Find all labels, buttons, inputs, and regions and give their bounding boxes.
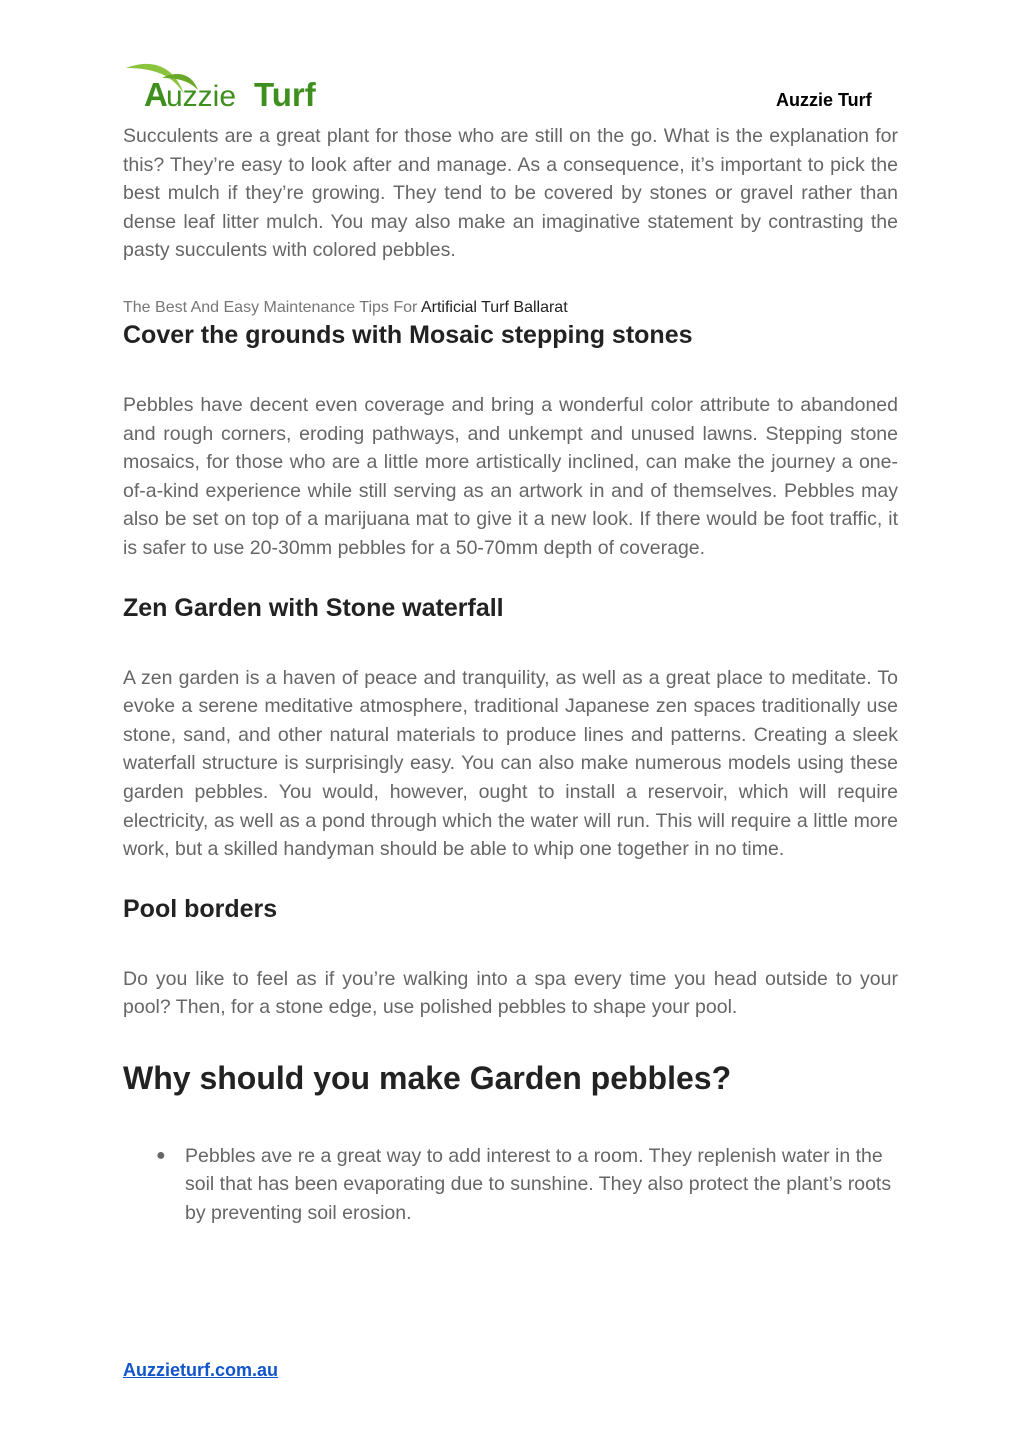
list-item [123,1142,898,1228]
svg-text:A: A [144,76,168,112]
section-body-zen: A zen garden is a haven of peace and tranquility, as well as a great place to meditate. To evoke a serene meditative atmosphere, traditional Japanese zen spaces traditionally use stone, sand, and other natural materials to produce lines and patterns. Creating a sleek waterfall structure is surprisingly easy. You can also make numerous models using these garden pebbles. You would, however, ought to install a reservoir, which will require electricity, as well as a pond through which the water will run. This will require a little more work, but a skilled handyman should be able to whip one together in no time. [123,666,898,861]
why-bullet-list [123,1142,898,1228]
header-brand: Auzzie Turf [776,90,872,110]
section-heading-pool: Pool borders [123,894,278,923]
section-body-pool: Do you like to feel as if you’re walking into a spa every time you head outside to your pool? Then, for a stone edge, use polished pebbles to shape your pool. [123,967,898,1019]
intro-paragraph: Succulents are a great plant for those who are still on the go. What is the explanation for this? They’re easy to look after and manage. As a consequence, it’s important to pick the best mulch if they’re growing. They tend to be covered by stones or gravel rather than dense leaf litter mulch. You may also make an imaginative statement by contrasting the pasty succulents with colored pebbles. [123,125,898,262]
auzzie-turf-logo [122,60,327,112]
section-body-mosaic: Pebbles have decent even coverage and bring a wonderful color attribute to abandoned and rough corners, eroding pathways, and unkempt and unused lawns. Stepping stone mosaics, for those who are a little more artistically inclined, can make the journey a one-of-a-kind experience while still serving as an artwork in and of themselves. Pebbles may also be set on top of a marijuana mat to give it a new look. If there would be foot traffic, it is safer to use 20-30mm pebbles for a 50-70mm depth of coverage. [123,393,898,559]
tip-prefix: The Best And Easy Maintenance Tips For [123,298,421,316]
bullet-icon: ● [156,1146,166,1164]
svg-text:uzzie: uzzie [166,80,237,112]
bullet-text: Pebbles ave re a great way to add interest to a room. They replenish water in the soil that has been evaporating due to sunshine. They also protect the plant’s roots by preventing soil erosion. [185,1144,892,1225]
main-content [123,122,898,1228]
section-heading-zen: Zen Garden with Stone waterfall [123,593,504,622]
tip-line [123,297,898,319]
svg-text:Turf: Turf [254,76,316,112]
section-heading-mosaic: Cover the grounds with Mosaic stepping stones [123,320,693,349]
why-heading: Why should you make Garden pebbles? [123,1059,732,1096]
logo-graphic [122,60,327,112]
footer-website-link[interactable]: Auzzieturf.com.au [123,1360,279,1380]
tip-link[interactable]: Artificial Turf Ballarat [420,298,568,316]
